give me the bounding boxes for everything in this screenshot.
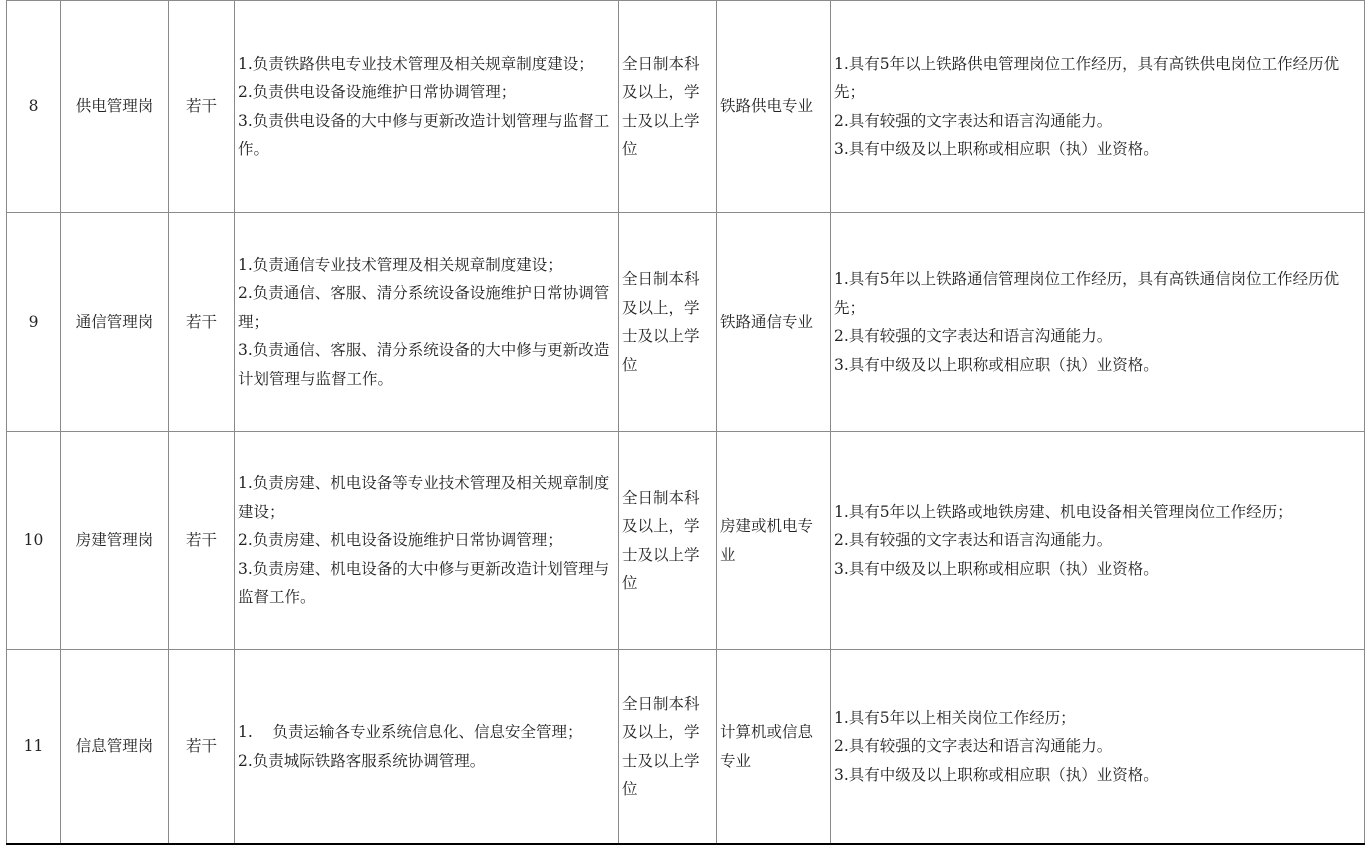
- headcount: 若干: [169, 213, 235, 432]
- requirement-item: 2.具有较强的文字表达和语言沟通能力。: [834, 327, 1113, 345]
- requirements-cell: [831, 650, 1365, 845]
- duty-item: 1.负责房建、机电设备等专业技术管理及相关规章制度建设；: [238, 474, 610, 521]
- requirement-item: 1.具有5年以上相关岗位工作经历；: [834, 708, 1076, 727]
- duty-item: 3.负责通信、客服、清分系统设备的大中修与更新改造计划管理与监督工作。: [238, 341, 610, 388]
- requirement-item: 1.具有5年以上铁路通信管理岗位工作经历，具有高铁通信岗位工作经历优先；: [834, 270, 1340, 317]
- major-requirement: 铁路通信专业: [717, 213, 831, 432]
- education-requirement: 全日制本科及以上，学士及以上学位: [619, 432, 717, 650]
- position-title: 通信管理岗: [61, 213, 169, 432]
- major-requirement: 铁路供电专业: [717, 1, 831, 213]
- duty-item: 2.负责城际铁路客服系统协调管理。: [238, 751, 486, 770]
- duties-cell: [235, 213, 619, 432]
- table-row: [7, 432, 1365, 650]
- duty-item: 1.负责铁路供电专业技术管理及相关规章制度建设；: [238, 54, 594, 73]
- duty-item: 1. 负责运输各专业系统信息化、信息安全管理；: [238, 723, 583, 741]
- duty-item: 2.负责房建、机电设备设施维护日常协调管理；: [238, 531, 563, 550]
- requirement-item: 2.具有较强的文字表达和语言沟通能力。: [834, 737, 1113, 756]
- row-number: 10: [7, 432, 61, 650]
- requirement-item: 1.具有5年以上铁路供电管理岗位工作经历，具有高铁供电岗位工作经历优先；: [834, 54, 1340, 101]
- row-number: 8: [7, 1, 61, 213]
- duty-item: 3.负责房建、机电设备的大中修与更新改造计划管理与监督工作。: [238, 559, 610, 607]
- table-row: [7, 1, 1365, 213]
- duty-item: 2.负责供电设备设施维护日常协调管理；: [238, 83, 517, 101]
- position-title: 信息管理岗: [61, 650, 169, 845]
- requirement-item: 2.具有较强的文字表达和语言沟通能力。: [834, 531, 1113, 550]
- education-requirement: 全日制本科及以上，学士及以上学位: [619, 1, 717, 213]
- duties-cell: [235, 432, 619, 650]
- table-row: [7, 650, 1365, 845]
- requirements-cell: [831, 1, 1365, 213]
- requirements-cell: [831, 432, 1365, 650]
- headcount: 若干: [169, 1, 235, 213]
- row-number: 11: [7, 650, 61, 845]
- education-requirement: 全日制本科及以上，学士及以上学位: [619, 213, 717, 432]
- duty-item: 1.负责通信专业技术管理及相关规章制度建设；: [238, 255, 563, 274]
- major-requirement: 房建或机电专业: [717, 432, 831, 650]
- headcount: 若干: [169, 650, 235, 845]
- row-number: 9: [7, 213, 61, 432]
- duty-item: 3.负责供电设备的大中修与更新改造计划管理与监督工作。: [238, 111, 610, 158]
- requirement-item: 3.具有中级及以上职称或相应职（执）业资格。: [834, 355, 1159, 374]
- education-requirement: 全日制本科及以上，学士及以上学位: [619, 650, 717, 845]
- requirements-cell: [831, 213, 1365, 432]
- table-row: [7, 213, 1365, 432]
- duty-item: 2.负责通信、客服、清分系统设备设施维护日常协调管理；: [238, 284, 610, 331]
- major-requirement: 计算机或信息专业: [717, 650, 831, 845]
- duties-cell: [235, 650, 619, 845]
- requirement-item: 3.具有中级及以上职称或相应职（执）业资格。: [834, 765, 1159, 784]
- requirement-item: 3.具有中级及以上职称或相应职（执）业资格。: [834, 559, 1159, 578]
- requirement-item: 3.具有中级及以上职称或相应职（执）业资格。: [834, 140, 1159, 158]
- position-title: 供电管理岗: [61, 1, 169, 213]
- recruitment-table: [6, 0, 1365, 845]
- requirement-item: 2.具有较强的文字表达和语言沟通能力。: [834, 111, 1113, 130]
- position-title: 房建管理岗: [61, 432, 169, 650]
- requirement-item: 1.具有5年以上铁路或地铁房建、机电设备相关管理岗位工作经历；: [834, 502, 1293, 521]
- headcount: 若干: [169, 432, 235, 650]
- duties-cell: [235, 1, 619, 213]
